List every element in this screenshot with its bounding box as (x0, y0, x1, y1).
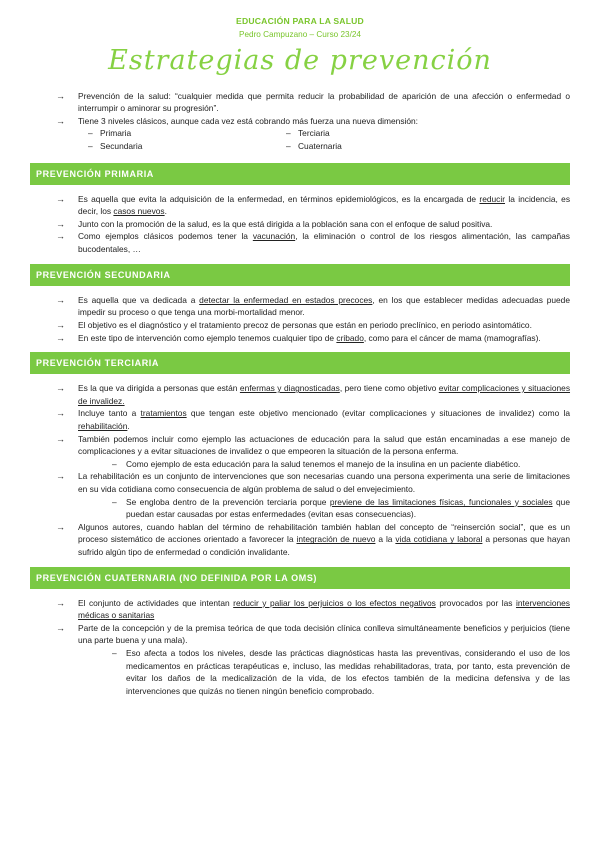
list-item (78, 218, 570, 231)
text: Algunos autores, cuando hablan del término de rehabilitación también hablan del concepto de “reinserción social”, que es un proceso sistemático de acciones orientado a favorecer la (78, 521, 570, 545)
underlined-text: evitar complicaciones y situaciones de invalidez. (78, 383, 571, 406)
text: Como ejemplos clásicos podemos tener la (78, 231, 253, 242)
text: El conjunto de actividades que intentan (78, 597, 234, 608)
secundaria-list (0, 294, 600, 344)
sub-list (78, 496, 570, 521)
underlined-text: enfermas y diagnosticadas (239, 383, 340, 394)
sub-list (78, 458, 570, 471)
underlined-text: reducir y paliar los perjuicios o los efectos negativos (233, 597, 436, 608)
underlined-text: integración de nuevo (296, 534, 376, 545)
list-item (78, 90, 570, 115)
sub-list-item (126, 496, 570, 521)
text: . (164, 206, 167, 217)
section-heading-cuaternaria: PREVENCIÓN CUATERNARIA (NO DEFINIDA POR LA OMS) (30, 567, 570, 589)
course-title: EDUCACIÓN PARA LA SALUD (236, 16, 364, 26)
level-item: – Terciaria (298, 127, 484, 140)
levels-right (286, 127, 484, 152)
text: El objetivo es el diagnóstico y el tratamiento precoz de personas que están en periodo preclínico, en periodo asintomático. (78, 319, 532, 330)
text: También podemos incluir como ejemplo las actuaciones de educación para la salud que están encaminadas a ese manejo de complicaciones y a evitar situaciones de invalidez o que empeoren la situación de la persona enferma. (78, 433, 570, 457)
text: En este tipo de intervención como ejemplo tenemos cualquier tipo de (78, 332, 337, 343)
list-item (78, 597, 570, 622)
underlined-text: detectar la enfermedad en estados precoces (199, 294, 373, 305)
underlined-text: casos nuevos (113, 206, 165, 217)
level-item: – Secundaria (100, 140, 286, 153)
text: , pero tiene como objetivo (339, 383, 439, 394)
underlined-text: previene de las limitaciones físicas, funcionales y sociales (329, 496, 553, 507)
intro-list (0, 90, 600, 153)
level-item: – Cuaternaria (298, 140, 484, 153)
list-item (78, 521, 570, 559)
text: . (127, 420, 130, 431)
intro-definition: Prevención de la salud: “cualquier medida que permita reducir la probabilidad de aparición de una afección o enfermedad o interrumpir o aminorar su progresión”. (78, 90, 570, 114)
list-item (78, 193, 570, 218)
underlined-text: rehabilitación (78, 420, 128, 431)
text: Es aquella que evita la adquisición de la enfermedad, en términos epidemiológicos, es la encargada de (78, 193, 480, 204)
sub-list (78, 647, 570, 697)
list-item (78, 470, 570, 520)
underlined-text: tratamientos (140, 408, 187, 419)
text: Es la que va dirigida a personas que están (78, 383, 240, 394)
text: La rehabilitación es un conjunto de intervenciones que son necesarias cuando una persona experimenta una serie de limitaciones en su vida cotidiana como consecuencia de algún problema de salud o del envejecimiento. (78, 471, 570, 494)
sub-list-item: – Como ejemplo de esta educación para la salud tenemos el manejo de la insulina en un paciente diabético. (126, 458, 570, 471)
section-heading-primaria: PREVENCIÓN PRIMARIA (30, 163, 570, 185)
intro-levels-text: Tiene 3 niveles clásicos, aunque cada vez está cobrando más fuerza una nueva dimensión: (78, 115, 419, 126)
list-item (78, 407, 570, 432)
text: Incluye tanto a (78, 408, 141, 419)
document-title: Estrategias de prevención (108, 45, 492, 77)
text: , en los que establecer medidas adecuadas puede impedir su proceso o que tenga una morbi-mortalidad menor. (78, 294, 570, 318)
text: Es aquella que va dedicada a (78, 294, 200, 305)
underlined-text: reducir (479, 193, 506, 204)
underlined-text: vacunación (252, 231, 296, 242)
list-item (78, 433, 570, 471)
levels-columns (88, 127, 570, 152)
text: la incidencia, es decir, los (78, 193, 571, 217)
text: que puedan estar causadas por estas enfermedades (evitan esas consecuencias). (126, 496, 570, 520)
list-item (78, 319, 570, 332)
text: a la (375, 534, 396, 545)
text: Se engloba dentro de la prevención terciaria porque (126, 496, 330, 507)
text: , como para el cáncer de mama (mamografías). (363, 332, 541, 343)
levels-left (88, 127, 286, 152)
intro-section (0, 90, 600, 153)
sub-list-item: – Eso afecta a todos los niveles, desde las prácticas diagnósticas hasta las preventivas, considerando el uso de los medicamentos en prácticas terapéuticas e, incluso, las medidas rehabilitadoras, trata, por tanto, esta prevención de evitar los daños de la medicalización de la vida, de los efectos también de la medicina defensiva y de las intervenciones que quizás no tienen ningún beneficio comprobado. (126, 647, 570, 697)
text: provocados por las (435, 597, 516, 608)
text: , la eliminación o control de los riesgos alimentación, las campañas bucodentales, … (78, 231, 570, 255)
list-item (78, 622, 570, 698)
underlined-text: cribado (336, 332, 364, 343)
primaria-list (0, 193, 600, 256)
author-line: Pedro Campuzano – Curso 23/24 (239, 29, 361, 39)
text: que tengan este objetivo mencionado (evitar complicaciones y situaciones de invalidez) como la (186, 408, 570, 419)
text: Junto con la promoción de la salud, es la que está dirigida a la población sana con el enfoque de salud positiva. (78, 218, 493, 229)
list-item (78, 115, 570, 153)
section-heading-secundaria: PREVENCIÓN SECUNDARIA (30, 264, 570, 286)
list-item (78, 230, 570, 255)
terciaria-list (0, 382, 600, 559)
page-header (0, 0, 600, 78)
list-item (78, 332, 570, 345)
section-heading-terciaria: PREVENCIÓN TERCIARIA (30, 352, 570, 374)
list-item (78, 294, 570, 319)
text: Parte de la concepción y de la premisa teórica de que toda decisión clínica conlleva simultáneamente beneficios y perjuicios (tiene una parte buena y una mala). (78, 622, 570, 646)
underlined-text: intervenciones médicas o sanitarias (78, 597, 570, 621)
cuaternaria-list (0, 597, 600, 698)
level-item: – Primaria (100, 127, 286, 140)
list-item (78, 382, 570, 407)
underlined-text: vida cotidiana y laboral (395, 534, 483, 545)
text: a personas que hayan sufrido algún tipo de enfermedad o condición invalidante. (78, 534, 570, 558)
